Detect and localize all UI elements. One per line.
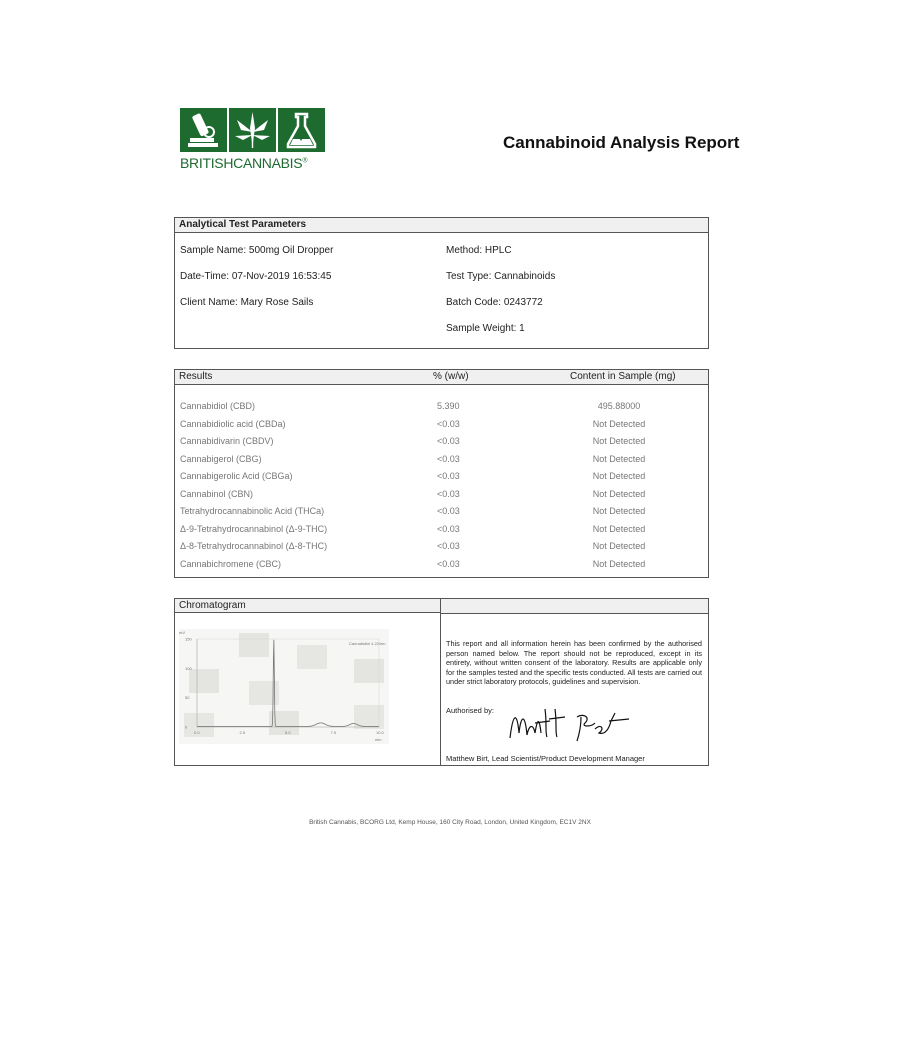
table-row [175,506,708,523]
x-tick-label: 10.0 [376,730,384,735]
results-table [174,369,709,578]
content-column-header: Content in Sample (mg) [570,371,676,382]
parameters-heading: Analytical Test Parameters [175,218,708,233]
compound-name: Cannabigerolic Acid (CBGa) [180,471,293,481]
percent-value: <0.03 [437,454,460,464]
chromatogram-panel [174,598,709,766]
percent-value: <0.03 [437,436,460,446]
table-row [175,419,708,436]
microscope-icon [180,108,227,152]
sample-name: Sample Name: 500mg Oil Dropper [180,245,334,256]
sample-weight: Sample Weight: 1 [446,323,525,334]
x-tick-label: 7.5 [330,730,337,735]
client-name: Client Name: Mary Rose Sails [180,297,314,308]
logo-wordmark: BRITISHCANNABIS® [180,155,308,171]
table-row [175,559,708,576]
percent-value: <0.03 [437,559,460,569]
table-row [175,471,708,488]
analytical-test-parameters-panel [174,217,709,349]
compound-name: Cannabigerol (CBG) [180,454,262,464]
percent-value: <0.03 [437,524,460,534]
signature-image [505,703,635,748]
compound-name: Tetrahydrocannabinolic Acid (THCa) [180,506,325,516]
x-axis-label: min [375,737,382,742]
content-value: 495.88000 [597,401,641,411]
compound-name: Cannabidiol (CBD) [180,401,256,411]
percent-value: <0.03 [437,541,460,551]
y-tick-label: 0 [185,724,188,730]
x-tick-label: 5.0 [285,730,291,735]
percent-column-header: % (w/w) [433,371,469,382]
percent-value: <0.03 [437,471,460,481]
chromatogram-svg [179,629,389,744]
compound-name: Cannabidivarin (CBDV) [180,436,274,446]
batch-code: Batch Code: 0243772 [446,297,543,308]
peak-annotation: Cannabidiol 4.22min [349,641,386,646]
y-tick-label: 50 [185,695,190,701]
table-row [175,454,708,471]
table-row [175,436,708,453]
compound-name: Δ-9-Tetrahydrocannabinol (Δ-9-THC) [180,524,328,534]
method: Method: HPLC [446,245,512,256]
content-value: Not Detected [592,559,646,569]
date-time: Date-Time: 07-Nov-2019 16:53:45 [180,271,332,282]
percent-value: 5.390 [437,401,460,411]
compound-name: Cannabidiolic acid (CBDa) [180,419,286,429]
results-column-header: Results [179,371,213,382]
watermark-logo [189,669,219,693]
percent-value: <0.03 [437,506,460,516]
table-row [175,541,708,558]
flask-icon [278,108,325,152]
chromatogram-header-right [441,599,708,614]
watermark-logo [269,711,299,735]
content-value: Not Detected [592,506,646,516]
table-row [175,524,708,541]
y-axis-label: mV [179,630,185,635]
x-tick-label: 0.0 [194,730,200,735]
chromatogram-chart [179,629,389,744]
y-tick-label: 150 [185,636,192,642]
authorised-by-label: Authorised by: [446,706,494,715]
watermark-logo [354,659,384,683]
signer-name-title: Matthew Birt, Lead Scientist/Product Development Manager [446,754,645,763]
content-value: Not Detected [592,436,646,446]
panel-divider [440,599,441,765]
content-value: Not Detected [592,541,646,551]
content-value: Not Detected [592,419,646,429]
report-title: Cannabinoid Analysis Report [503,133,740,152]
y-tick-label: 100 [185,665,192,671]
x-tick-label: 2.5 [239,730,246,735]
table-row [175,489,708,506]
results-header-row [175,370,708,385]
content-value: Not Detected [592,454,646,464]
disclaimer-text: This report and all information herein has been confirmed by the authorised person named below. The report should not be reproduced, except in its entirety, without written consent of the laboratory. Results are applicable only for the samples tested and the specific tests conducted. All tests are carried out under strict laboratory protocols, guidelines and supervision. [446,639,702,687]
cannabis-leaf-icon [229,108,276,152]
watermark-logo [239,633,269,657]
watermark-logo [297,645,327,669]
content-value: Not Detected [592,524,646,534]
content-value: Not Detected [592,489,646,499]
footer-address: British Cannabis, BCORG Ltd, Kemp House, 160 City Road, London, United Kingdom, EC1V 2NX [309,819,591,826]
percent-value: <0.03 [437,419,460,429]
test-type: Test Type: Cannabinoids [446,271,556,282]
chromatogram-heading: Chromatogram [175,599,440,613]
compound-name: Δ-8-Tetrahydrocannabinol (Δ-8-THC) [180,541,328,551]
british-cannabis-logo [180,108,330,178]
compound-name: Cannabichromene (CBC) [180,559,282,569]
percent-value: <0.03 [437,489,460,499]
compound-name: Cannabinol (CBN) [180,489,254,499]
table-row [175,401,708,418]
content-value: Not Detected [592,471,646,481]
